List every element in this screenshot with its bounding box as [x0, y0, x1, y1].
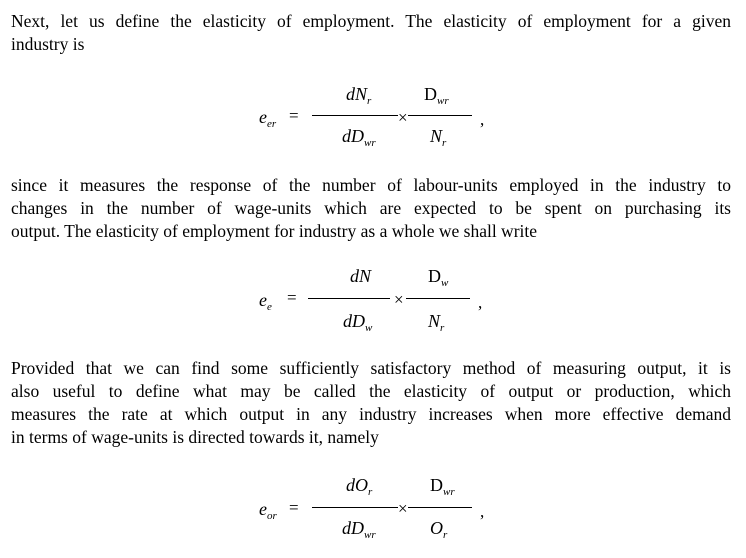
- fraction-bar: [408, 115, 472, 116]
- fraction-numerator: $dN_r$: [346, 84, 372, 107]
- times-sign: ×: [398, 499, 408, 518]
- equation-lhs: $e_{er}$: [259, 107, 277, 130]
- trailing-comma: ,: [480, 110, 485, 129]
- text-line: output. The elasticity of employment for industry as a whole we shall write: [11, 221, 538, 241]
- text-line: also useful to define what may be called the elasticity of output or production, which: [11, 381, 731, 401]
- equation-lhs: $e_e$: [259, 290, 272, 313]
- fraction-numerator: $D_{wr}$: [430, 475, 455, 498]
- text-line: since it measures the response of the number of labour-units employed in the industry to: [11, 175, 731, 195]
- fraction-bar: [406, 298, 470, 299]
- fraction-bar: [408, 507, 472, 508]
- fraction-bar: [312, 115, 398, 116]
- equals-sign: =: [289, 498, 299, 517]
- times-sign: ×: [398, 108, 408, 127]
- paragraph-1: [11, 10, 731, 56]
- trailing-comma: ,: [478, 293, 483, 312]
- times-sign: ×: [394, 290, 404, 309]
- text-line: in terms of wage-units is directed towards it, namely: [11, 427, 379, 447]
- fraction-numerator: $dO_r$: [346, 475, 373, 498]
- fraction-denominator: $dD_{wr}$: [342, 126, 376, 149]
- equation-lhs: $e_{or}$: [259, 499, 277, 522]
- trailing-comma: ,: [480, 502, 485, 521]
- paragraph-2: [11, 174, 731, 243]
- fraction-denominator: $N_r$: [428, 311, 445, 334]
- fraction-denominator: $N_r$: [430, 126, 447, 149]
- equals-sign: =: [289, 106, 299, 125]
- fraction-bar: [308, 298, 390, 299]
- text-line: Provided that we can find some sufficiently satisfactory method of measuring output, it is: [11, 358, 731, 378]
- text-line: Next, let us define the elasticity of employment. The elasticity of employment for a given: [11, 11, 731, 31]
- fraction-numerator: $D_{wr}$: [424, 84, 449, 107]
- fraction-numerator: $D_w$: [428, 266, 449, 289]
- fraction-denominator: $O_r$: [430, 518, 448, 541]
- equals-sign: =: [287, 288, 297, 307]
- fraction-denominator: $dD_{wr}$: [342, 518, 376, 541]
- text-line: changes in the number of wage-units which are expected to be spent on purchasing its: [11, 198, 731, 218]
- fraction-bar: [312, 507, 398, 508]
- fraction-numerator: dN: [350, 266, 372, 286]
- fraction-denominator: $dD_w$: [343, 311, 373, 334]
- text-line: measures the rate at which output in any industry increases when more effective demand: [11, 404, 731, 424]
- text-line: industry is: [11, 34, 85, 54]
- paragraph-3: [11, 357, 731, 449]
